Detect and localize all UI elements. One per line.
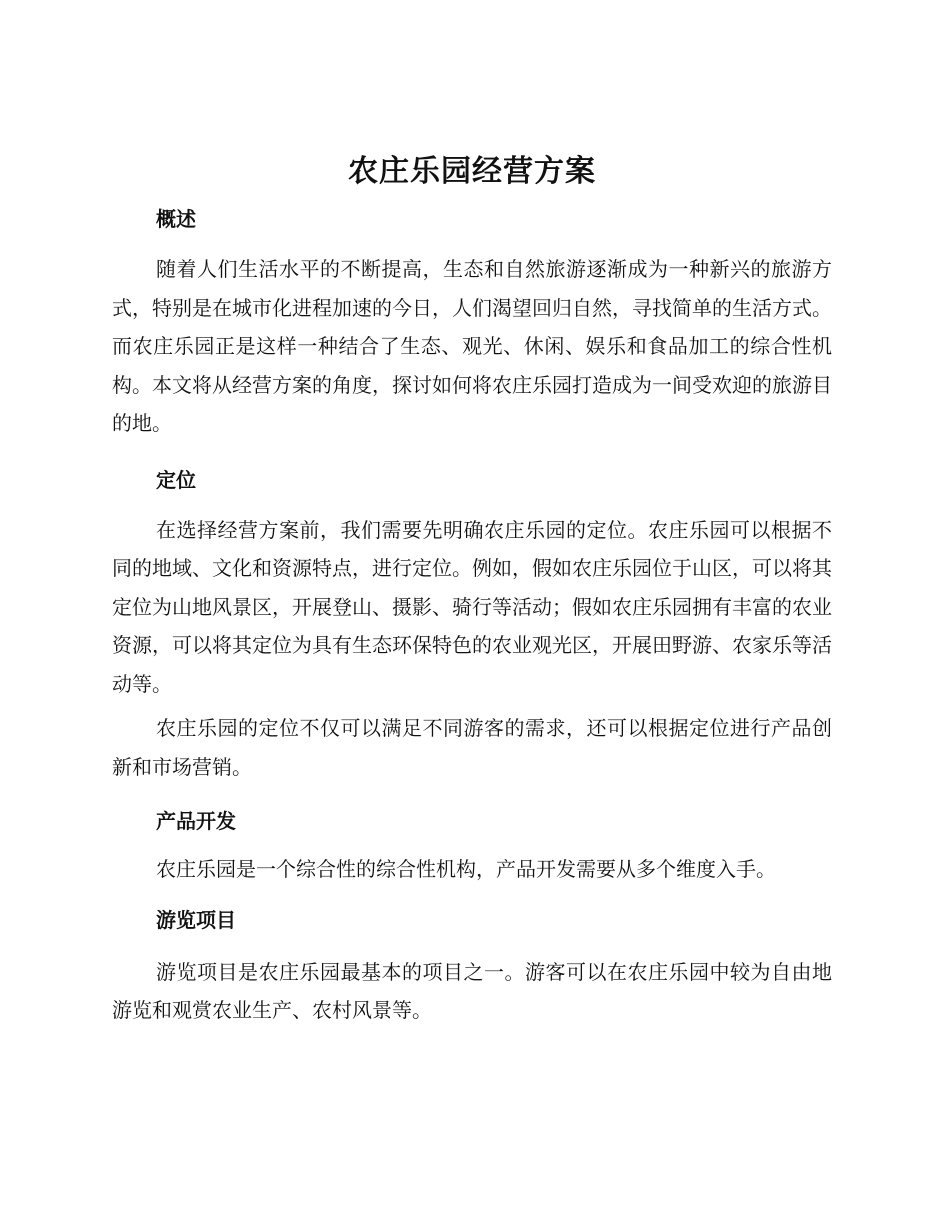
paragraph: 在选择经营方案前，我们需要先明确农庄乐园的定位。农庄乐园可以根据不同的地域、文化和资源特点，进行定位。例如，假如农庄乐园位于山区，可以将其定位为山地风景区，开展登山、摄影、骑行等活动；假如农庄乐园拥有丰富的农业资源，可以将其定位为具有生态环保特色的农业观光区，开展田野游、农家乐等活动等。 xyxy=(112,517,832,696)
section-heading-sightseeing-projects: 游览项目 xyxy=(156,907,236,932)
paragraph: 农庄乐园的定位不仅可以满足不同游客的需求，还可以根据定位进行产品创新和市场营销。 xyxy=(112,716,832,779)
paragraph: 随着人们生活水平的不断提高，生态和自然旅游逐渐成为一种新兴的旅游方式，特别是在城市化进程加速的今日，人们渴望回归自然，寻找简单的生活方式。而农庄乐园正是这样一种结合了生态、观光、休闲、娱乐和食品加工的综合性机构。本文将从经营方案的角度，探讨如何将农庄乐园打造成为一间受欢迎的旅游目的地。 xyxy=(112,257,832,435)
section-heading-overview: 概述 xyxy=(156,207,196,231)
section-heading-product-development: 产品开发 xyxy=(156,809,236,833)
section-heading-positioning: 定位 xyxy=(156,467,196,492)
paragraph: 游览项目是农庄乐园最基本的项目之一。游客可以在农庄乐园中较为自由地游览和观赏农业生产、农村风景等。 xyxy=(112,959,832,1022)
document-body xyxy=(112,148,832,1030)
paragraph: 农庄乐园是一个综合性的综合性机构，产品开发需要从多个维度入手。 xyxy=(156,857,776,881)
document-title: 农庄乐园经营方案 xyxy=(348,154,596,189)
